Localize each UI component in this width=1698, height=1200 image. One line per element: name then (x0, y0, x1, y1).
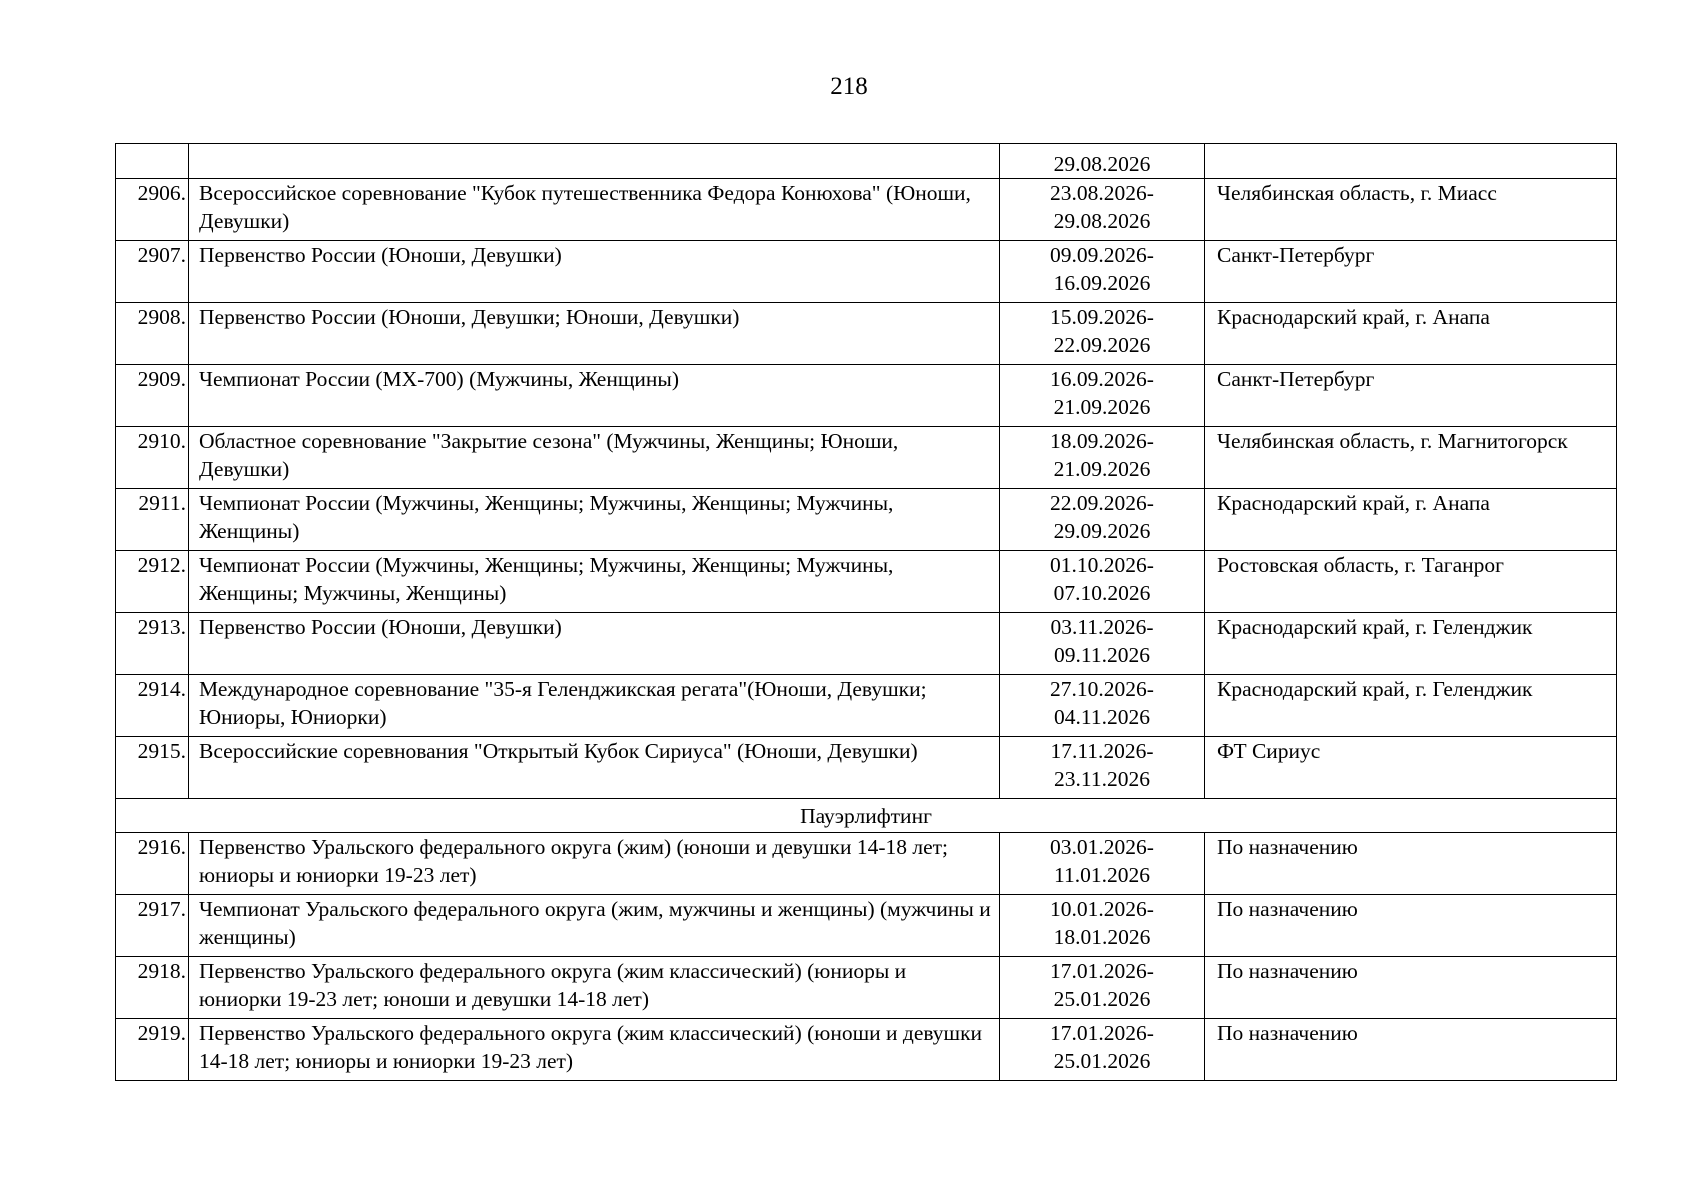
event-date-cell (1000, 613, 1205, 675)
row-number: 2911. (116, 489, 189, 551)
event-name: Чемпионат России (Мужчины, Женщины; Мужчины, Женщины; Мужчины, Женщины) (189, 489, 1000, 551)
event-name: Чемпионат Уральского федерального округа (жим, мужчины и женщины) (мужчины и женщины) (189, 895, 1000, 957)
date-end: 21.09.2026 (1053, 395, 1151, 419)
row-number: 2910. (116, 427, 189, 489)
event-date-cell (1000, 737, 1205, 799)
table-row (116, 179, 1617, 241)
row-number: 2914. (116, 675, 189, 737)
event-date-cell (1000, 489, 1205, 551)
event-name: Первенство России (Юноши, Девушки; Юноши, Девушки) (189, 303, 1000, 365)
event-place: Краснодарский край, г. Анапа (1205, 303, 1617, 365)
date-end: 16.09.2026 (1053, 271, 1151, 295)
event-place: Санкт-Петербург (1205, 241, 1617, 303)
date-end: 18.01.2026 (1053, 925, 1151, 949)
section-title: Пауэрлифтинг (116, 799, 1617, 833)
date-start: 18.09.2026- (1050, 429, 1154, 453)
row-number: 2909. (116, 365, 189, 427)
event-place: Краснодарский край, г. Геленджик (1205, 613, 1617, 675)
date-end: 29.08.2026 (1053, 209, 1151, 233)
event-place: По назначению (1205, 833, 1617, 895)
row-number: 2906. (116, 179, 189, 241)
event-place: По назначению (1205, 895, 1617, 957)
event-place-cell (1205, 144, 1617, 179)
table-row (116, 365, 1617, 427)
date-start: 01.10.2026- (1050, 553, 1154, 577)
event-name: Всероссийское соревнование "Кубок путешественника Федора Конюхова" (Юноши, Девушки) (189, 179, 1000, 241)
table-row (116, 489, 1617, 551)
event-name: Чемпионат России (Мужчины, Женщины; Мужчины, Женщины; Мужчины, Женщины; Мужчины, Женщины) (189, 551, 1000, 613)
row-number: 2915. (116, 737, 189, 799)
date-end: 25.01.2026 (1053, 987, 1151, 1011)
date-start: 23.08.2026- (1050, 181, 1154, 205)
table-row (116, 144, 1617, 179)
row-number: 2916. (116, 833, 189, 895)
event-name: Первенство Уральского федерального округа (жим классический) (юноши и девушки 14-18 лет; юниоры и юниорки 19-23 лет) (189, 1019, 1000, 1081)
table-row (116, 241, 1617, 303)
date-start: 09.09.2026- (1050, 243, 1154, 267)
date-end: 21.09.2026 (1053, 457, 1151, 481)
date-start: 15.09.2026- (1050, 305, 1154, 329)
event-name: Чемпионат России (MX-700) (Мужчины, Женщины) (189, 365, 1000, 427)
row-number: 2912. (116, 551, 189, 613)
date-end: 23.11.2026 (1054, 767, 1150, 791)
row-number: 2907. (116, 241, 189, 303)
table-row (116, 1019, 1617, 1081)
event-name: Всероссийские соревнования "Открытый Кубок Сириуса" (Юноши, Девушки) (189, 737, 1000, 799)
event-date-cell (1000, 833, 1205, 895)
date-start: 10.01.2026- (1050, 897, 1154, 921)
event-place: По назначению (1205, 957, 1617, 1019)
event-place: Краснодарский край, г. Геленджик (1205, 675, 1617, 737)
table-row (116, 957, 1617, 1019)
table-row (116, 737, 1617, 799)
section-header-row (116, 799, 1617, 833)
event-date-cell (1000, 241, 1205, 303)
event-name-cell (189, 144, 1000, 179)
event-place: По назначению (1205, 1019, 1617, 1081)
date-end: 25.01.2026 (1053, 1049, 1151, 1073)
event-date-cell (1000, 551, 1205, 613)
event-date-cell (1000, 675, 1205, 737)
event-name: Первенство Уральского федерального округа (жим) (юноши и девушки 14-18 лет; юниоры и юниорки 19-23 лет) (189, 833, 1000, 895)
row-number: 2908. (116, 303, 189, 365)
event-date-cell (1000, 303, 1205, 365)
table-row (116, 551, 1617, 613)
event-name: Областное соревнование "Закрытие сезона" (Мужчины, Женщины; Юноши, Девушки) (189, 427, 1000, 489)
date-end: 22.09.2026 (1053, 333, 1151, 357)
row-number: 2917. (116, 895, 189, 957)
event-date-cell (1000, 427, 1205, 489)
row-number-cell (116, 144, 189, 179)
row-number: 2913. (116, 613, 189, 675)
event-date-cell (1000, 144, 1205, 179)
event-date-cell (1000, 1019, 1205, 1081)
table-row (116, 833, 1617, 895)
event-name: Первенство России (Юноши, Девушки) (189, 613, 1000, 675)
event-date-cell (1000, 179, 1205, 241)
event-name: Первенство России (Юноши, Девушки) (189, 241, 1000, 303)
event-name: Первенство Уральского федерального округа (жим классический) (юниоры и юниорки 19-23 лет; юноши и девушки 14-18 лет) (189, 957, 1000, 1019)
date-start: 17.01.2026- (1050, 1021, 1154, 1045)
row-number: 2918. (116, 957, 189, 1019)
date-start: 17.11.2026- (1050, 739, 1154, 763)
date-start: 16.09.2026- (1050, 367, 1154, 391)
row-number: 2919. (116, 1019, 189, 1081)
table-row (116, 613, 1617, 675)
table-row (116, 895, 1617, 957)
event-date-cell (1000, 957, 1205, 1019)
date-end: 04.11.2026 (1054, 705, 1150, 729)
event-name: Международное соревнование "35-я Геленджикская регата"(Юноши, Девушки; Юниоры, Юниорки) (189, 675, 1000, 737)
table-row (116, 675, 1617, 737)
date-end: 29.09.2026 (1053, 519, 1151, 543)
event-place: Ростовская область, г. Таганрог (1205, 551, 1617, 613)
date-start: 17.01.2026- (1050, 959, 1154, 983)
event-place: Санкт-Петербург (1205, 365, 1617, 427)
event-date-cell (1000, 365, 1205, 427)
date-start: 03.01.2026- (1050, 835, 1154, 859)
event-place: ФТ Сириус (1205, 737, 1617, 799)
table-row (116, 303, 1617, 365)
date-end: 09.11.2026 (1054, 643, 1150, 667)
date-end: 29.08.2026 (1053, 152, 1151, 176)
event-date-cell (1000, 895, 1205, 957)
date-end: 07.10.2026 (1053, 581, 1151, 605)
events-table (115, 143, 1617, 1081)
date-start: 22.09.2026- (1050, 491, 1154, 515)
page-number: 218 (830, 73, 868, 100)
event-place: Челябинская область, г. Миасс (1205, 179, 1617, 241)
date-start: 03.11.2026- (1050, 615, 1154, 639)
date-end: 11.01.2026 (1054, 863, 1150, 887)
event-place: Челябинская область, г. Магнитогорск (1205, 427, 1617, 489)
event-place: Краснодарский край, г. Анапа (1205, 489, 1617, 551)
date-start: 27.10.2026- (1050, 677, 1154, 701)
table-row (116, 427, 1617, 489)
